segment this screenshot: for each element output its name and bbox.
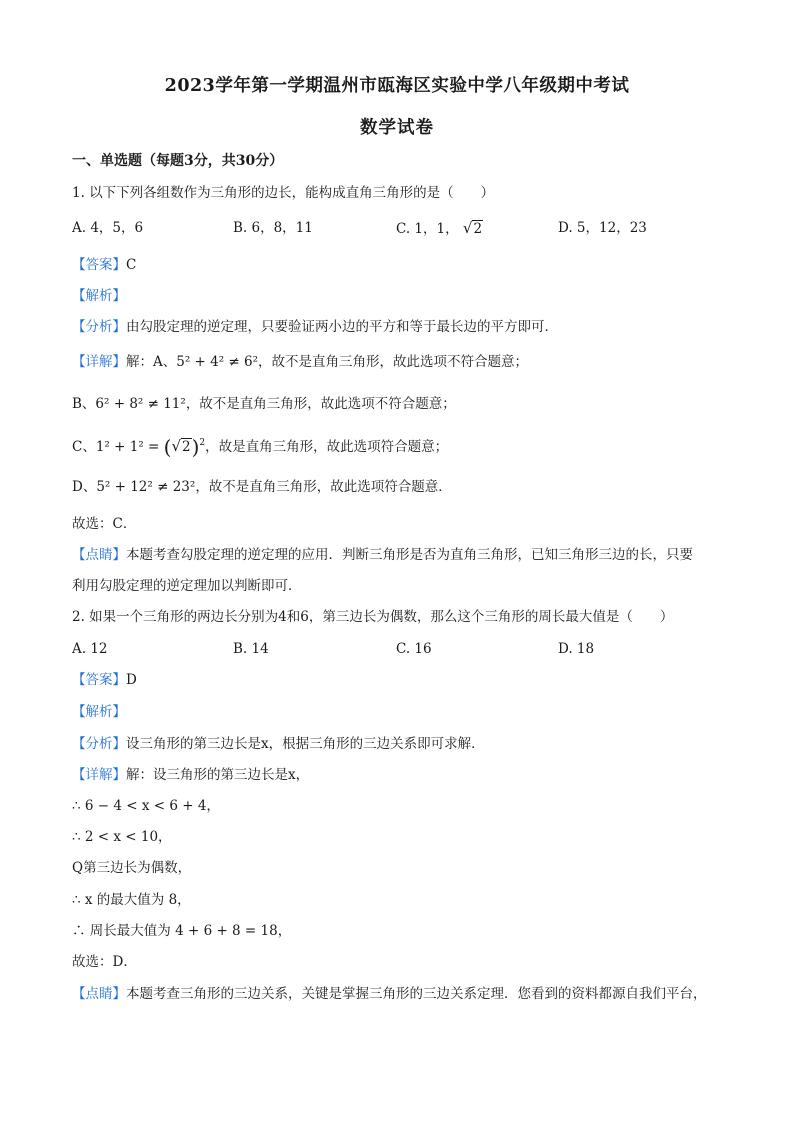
paren-close: ) xyxy=(191,435,200,459)
sqrt-symbol-2: √2 xyxy=(171,437,191,455)
dianjing-text-2: 本题考查三角形的三边关系，关键是掌握三角形的三边关系定理．您看到的资料都源自我们平台， xyxy=(126,986,707,1002)
line-b-prefix: B、 xyxy=(72,396,96,412)
q2-step-3: Q第三边长为偶数， xyxy=(72,860,192,876)
answer-tag: 【答案】 xyxy=(72,257,126,273)
dianjing-tag-2: 【点睛】 xyxy=(72,986,126,1002)
q2-option-d: D. 18 xyxy=(558,641,595,657)
line-a-text: ，故不是直角三角形，故此选项不符合题意； xyxy=(258,354,529,370)
q1-dianjing-1 xyxy=(72,546,693,564)
q2-answer xyxy=(72,671,137,689)
q1-option-a: A. 4，5，6 xyxy=(72,220,144,236)
xiangjie-text-2: 解：设三角形的第三边长是x， xyxy=(126,767,310,783)
dianjing-tag: 【点睛】 xyxy=(72,547,126,563)
fenxi-text: 由勾股定理的逆定理，只要验证两小边的平方和等于最长边的平方即可． xyxy=(126,319,558,335)
q2-option-b: B. 14 xyxy=(233,641,269,657)
line-d-prefix: D、 xyxy=(72,479,97,495)
line-c-prefix: C、 xyxy=(72,439,96,455)
fenxi-tag: 【分析】 xyxy=(72,319,126,335)
math-a: 5² + 4² ≠ 6² xyxy=(176,354,259,370)
exam-subtitle: 数学试卷 xyxy=(360,118,434,138)
q1-option-c-text: C. 1，1， xyxy=(396,221,459,237)
q1-option-d: D. 5，12，23 xyxy=(558,220,647,236)
xiangjie-prefix: 解：A、 xyxy=(126,354,177,370)
sqrt-symbol: √2 xyxy=(462,219,483,237)
q2-step-2: ∴ 2 < x < 10， xyxy=(72,829,172,845)
paren-open: ( xyxy=(163,435,172,459)
q1-answer xyxy=(72,256,136,274)
q2-fenxi xyxy=(72,735,485,753)
q1-xiangjie-a xyxy=(72,353,528,371)
exam-title: 2023学年第一学期温州市瓯海区实验中学八年级期中考试 xyxy=(164,76,630,96)
q1-line-d xyxy=(72,478,452,496)
q1-choose: 故选：C． xyxy=(72,516,137,532)
q2-option-a: A. 12 xyxy=(72,641,108,657)
q1-fenxi xyxy=(72,318,558,336)
dianjing-text-1: 本题考查勾股定理的逆定理的应用．判断三角形是否为直角三角形，已知三角形三边的长，只要 xyxy=(126,547,693,563)
q2-dianjing xyxy=(72,985,707,1003)
q1-stem: 1. 以下下列各组数作为三角形的边长，能构成直角三角形的是（ ） xyxy=(72,185,495,201)
q1-line-c: C、$1^2 + 1^2 = (√2)^2$，故是直角三角形，故此选项符合题意； xyxy=(72,435,449,459)
section-heading: 一、单选题（每题3分，共30分） xyxy=(72,153,284,169)
q1-dianjing-2: 利用勾股定理的逆定理加以判断即可． xyxy=(72,578,302,594)
line-d-text: ，故不是直角三角形，故此选项符合题意． xyxy=(195,479,452,495)
math-b: 6² + 8² ≠ 11² xyxy=(95,396,186,412)
line-b-text: ，故不是直角三角形，故此选项不符合题意； xyxy=(185,396,456,412)
q1-option-b: B. 6，8，11 xyxy=(233,220,313,236)
math-c: 1² + 1² = xyxy=(95,439,160,455)
math-d: 5² + 12² ≠ 23² xyxy=(96,479,196,495)
q2-stem: 2. 如果一个三角形的两边长分别为4和6，第三边长为偶数，那么这个三角形的周长最大值是（ ） xyxy=(72,609,674,625)
q2-option-c: C. 16 xyxy=(396,641,432,657)
q2-analysis-tag: 【解析】 xyxy=(72,704,126,720)
xiangjie-tag: 【详解】 xyxy=(72,354,126,370)
answer-tag-2: 【答案】 xyxy=(72,672,126,688)
q1-line-b xyxy=(72,395,456,413)
xiangjie-tag-2: 【详解】 xyxy=(72,767,126,783)
fenxi-text-2: 设三角形的第三边长是x，根据三角形的三边关系即可求解． xyxy=(126,736,485,752)
q2-choose: 故选：D． xyxy=(72,954,137,970)
answer-value-2: D xyxy=(126,672,137,688)
fenxi-tag-2: 【分析】 xyxy=(72,736,126,752)
q1-analysis-tag: 【解析】 xyxy=(72,288,126,304)
q2-step-4: ∴ x 的最大值为 8， xyxy=(72,892,191,908)
line-c-text: ，故是直角三角形，故此选项符合题意； xyxy=(205,439,449,455)
answer-value: C xyxy=(126,257,137,273)
q2-step-5: ∴ 周长最大值为 4 + 6 + 8 = 18， xyxy=(72,923,292,939)
q2-step-1: ∴ 6 − 4 < x < 6 + 4， xyxy=(72,798,220,814)
q2-xiangjie xyxy=(72,766,309,784)
q1-option-c xyxy=(396,219,483,238)
